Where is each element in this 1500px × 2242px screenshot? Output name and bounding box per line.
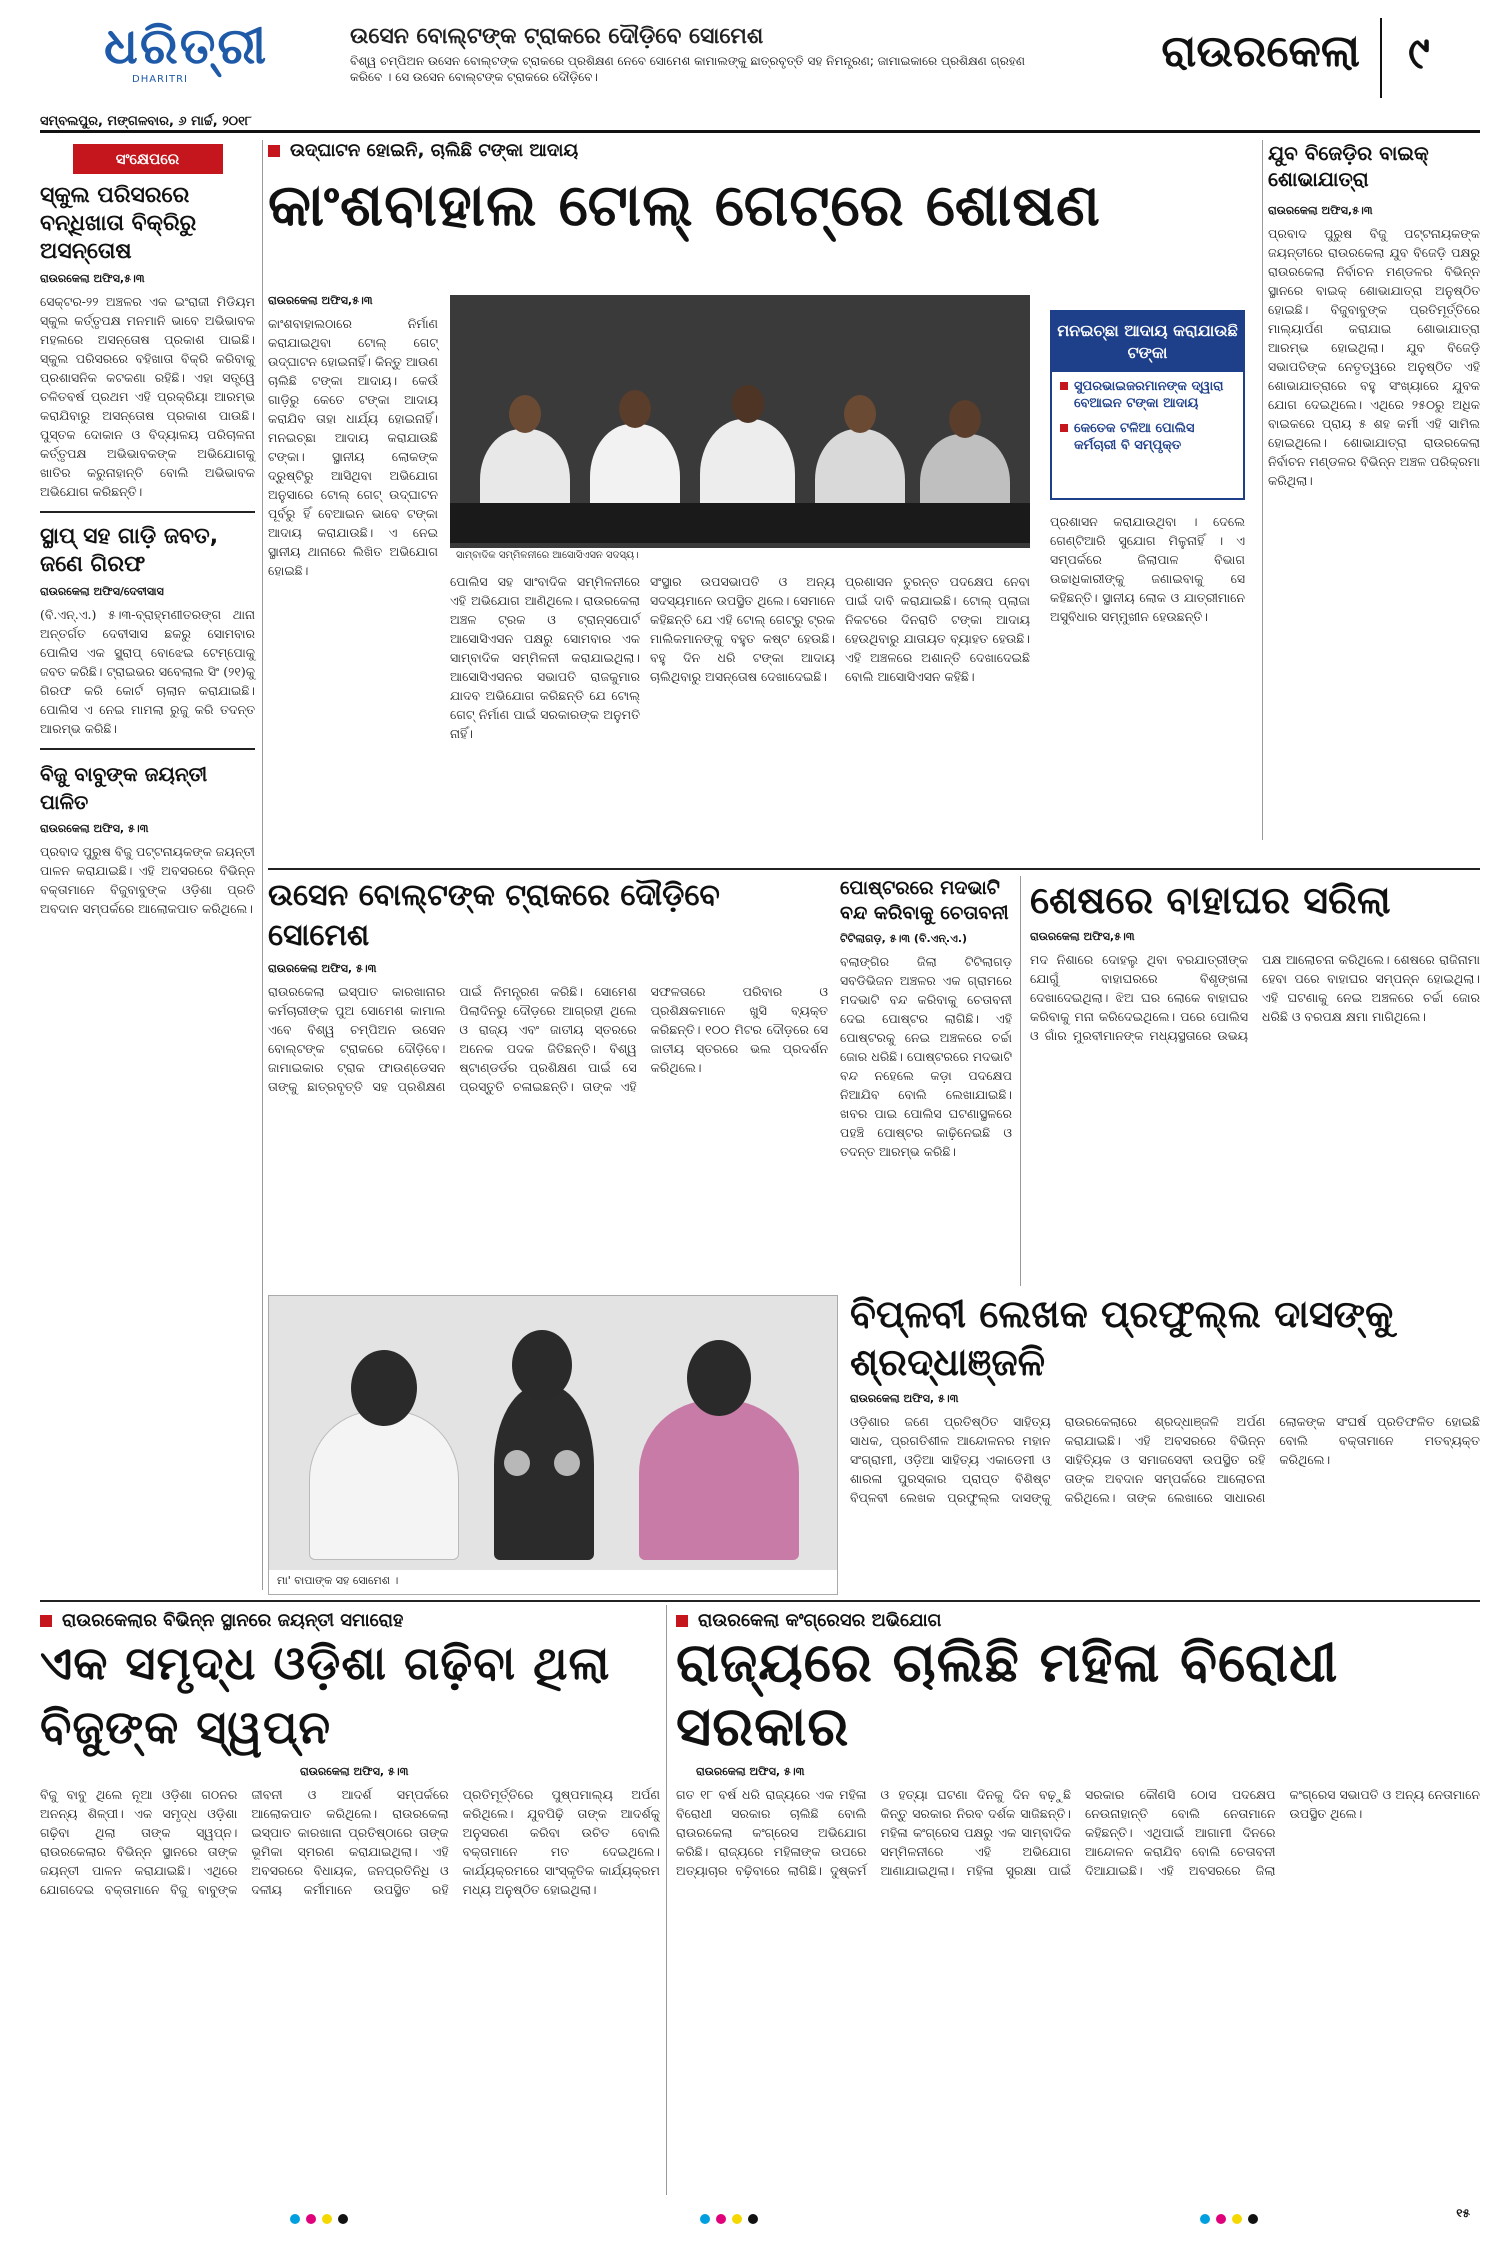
lead-col-1 <box>268 288 438 580</box>
brief-headline: ସ୍ଥାପ୍ ସହ ଗାଡ଼ି ଜବତ, ଜଣେ ଗିରଫ <box>40 524 219 577</box>
yellow-dot-icon <box>322 2214 332 2224</box>
brief-item[interactable] <box>40 182 255 501</box>
column-rule <box>262 140 263 1590</box>
bolt-story[interactable] <box>268 876 828 1352</box>
congress-dateline: ରାଉରକେଲା ଅଫିସ, ୫।୩ <box>696 1765 805 1778</box>
lead-body-3: ସଂସ୍ଥାର ଉପସଭାପତି ଓ ଅନ୍ୟ ସଦସ୍ୟମାନେ ଉପସ୍ଥିତ ଥିଲେ। ସେମାନେ କହିଛନ୍ତି ଯେ ଏହି ଟୋଲ୍ ଗେଟ୍‌ରୁ ଟ୍ରକ ମାଲିକମାନଙ୍କୁ ବହୁତ କଷ୍ଟ ହେଉଛି। ବହୁ ଦିନ ଧରି ଟଙ୍କା ଆଦାୟ ଚାଲିଥିବାରୁ ଅସନ୍ତୋଷ ଦେଖାଦେଇଛି। <box>650 574 835 684</box>
brief-divider <box>40 511 255 513</box>
biju-dateline: ରାଉରକେଲା ଅଫିସ, ୫।୩ <box>300 1765 409 1778</box>
tribute-dateline: ରାଉରକେଲା ଅଫିସ, ୫।୩ <box>850 1392 959 1405</box>
lead-photo-caption: ସାମ୍ବାଦିକ ସମ୍ମିଳନୀରେ ଆସୋସିଏସନ ସଦସ୍ୟ। <box>450 548 1030 563</box>
page-number: ୯ <box>1408 28 1430 79</box>
father-figure <box>309 1350 459 1560</box>
lead-col-4 <box>845 572 1030 686</box>
bolt-body: ରାଉରକେଲା ଇସ୍ପାତ କାରଖାନାର କର୍ମଚାରୀଙ୍କ ପୁଅ ସୋମେଶ କାମାଲ ଏବେ ବିଶ୍ୱ ଚମ୍ପିଅନ ଉସେନ ବୋଲ୍ଟଙ୍କ ଟ୍ରାକରେ ଦୌଡ଼ିବେ। ଜାମାଇକାର ଟ୍ରାକ ଫାଉଣ୍ଡେସନ ତାଙ୍କୁ ଛାତ୍ରବୃତ୍ତି ସହ ପ୍ରଶିକ୍ଷଣ ପାଇଁ ନିମନ୍ତ୍ରଣ କରିଛି। ସୋମେଶ ପିଲାଦିନରୁ ଦୌଡ଼ରେ ଆଗ୍ରହୀ ଥିଲେ ଓ ରାଜ୍ୟ ଏବଂ ଜାତୀୟ ସ୍ତରରେ ଅନେକ ପଦକ ଜିତିଛନ୍ତି। ବିଶ୍ୱ ଷ୍ଟାଣ୍ଡର୍ଡର ପ୍ରଶିକ୍ଷଣ ପାଇଁ ସେ ପ୍ରସ୍ତୁତି ଚଳାଇଛନ୍ତି। ତାଙ୍କ ଏହି ସଫଳତାରେ ପରିବାର ଓ ପ୍ରଶିକ୍ଷକମାନେ ଖୁସି ବ୍ୟକ୍ତ କରିଛନ୍ତି। ୧୦୦ ମିଟର ଦୌଡ଼ରେ ସେ ଜାତୀୟ ସ୍ତରରେ ଭଲ ପ୍ରଦର୍ଶନ କରିଥିଲେ। <box>268 984 828 1094</box>
issue-dateline: ସମ୍ବଲପୁର, ମଙ୍ଗଳବାର, ୬ ମାର୍ଚ୍ଚ, ୨୦୧୮ <box>40 114 252 129</box>
briefs-tag: ସଂକ୍ଷେପରେ <box>73 144 223 174</box>
biju-kicker <box>40 1610 660 1631</box>
cyan-dot-icon <box>290 2214 300 2224</box>
somesh-photo-caption: ମା' ବାପାଙ୍କ ସହ ସୋମେଶ । <box>269 1570 837 1594</box>
somesh-photo[interactable] <box>268 1295 838 1595</box>
brief-body: (ବି.ଏନ୍‌.ଏ.) ୫।୩-ବ୍ରାହ୍ମଣୀତରଙ୍ଗ ଥାନା ଅନ୍ତର୍ଗତ ଦେବୀସାସ ଛକରୁ ସୋମବାର ପୋଲିସ ଏକ ସ୍କ୍ରାପ୍ ବୋଝେଇ ଟେମ୍ପୋକୁ ଜବତ କରିଛି। ଟ୍ରାଇଭର ସବେଲାଲ ସିଂ (୨୧)କୁ ଗିରଫ କରି କୋର୍ଟ ଚାଲାନ କରାଯାଇଛି। ପୋଲିସ ଏ ନେଇ ମାମଲା ରୁଜୁ କରି ତଦନ୍ତ ଆରମ୍ଭ କରିଛି। <box>40 607 255 736</box>
brief-dateline: ରାଉରକେଲା ଅଫିସ, ୫।୩ <box>40 822 149 835</box>
column-rule <box>666 1605 667 2195</box>
brief-dateline: ରାଉରକେଲା ଅଫିସ/ଦେବୀସାସ <box>40 585 164 598</box>
poster-story[interactable] <box>840 876 1012 1292</box>
black-dot-icon <box>748 2214 758 2224</box>
lead-body-2: ପୋଲିସ ସହ ସାଂବାଦିକ ସମ୍ମିଳନୀରେ ଏହି ଅଭିଯୋଗ ଆଣିଥିଲେ। ରାଉରକେଲା ଅଞ୍ଚଳ ଟ୍ରକ ଓ ଟ୍ରାନ୍ସପୋର୍ଟ ଆସୋସିଏସନ ପକ୍ଷରୁ ସୋମବାର ଏକ ସାମ୍ବାଦିକ ସମ୍ମିଳନୀ କରାଯାଇଥିଲା। ଆସୋସିଏସନର ସଭାପତି ରାଜକୁମାର ଯାଦବ ଅଭିଯୋଗ କରିଛନ୍ତି ଯେ ଟୋଲ୍ ଗେଟ୍ ନିର୍ମାଣ ପାଇଁ ସରକାରଙ୍କ ଅନୁମତି ନାହିଁ। <box>450 574 640 741</box>
registration-marks <box>1200 2214 1258 2224</box>
lead-kicker-text: ଉଦ୍‌ଘାଟନ ହୋଇନି, ଚାଲିଛି ଟଙ୍କା ଆଦାୟ <box>290 140 579 161</box>
poster-body: ବଲାଙ୍ଗିର ଜିଲା ଟିଟିଲାଗଡ଼ ସବଡିଭିଜନ ଅଞ୍ଚଳର ଏକ ଗ୍ରାମରେ ମଦଭାଟି ବନ୍ଦ କରିବାକୁ ଚେତାବନୀ ଦେଇ ପୋଷ୍ଟର ଲାଗିଛି। ଏହି ପୋଷ୍ଟରକୁ ନେଇ ଅଞ୍ଚଳରେ ଚର୍ଚ୍ଚା ଜୋର ଧରିଛି। ପୋଷ୍ଟରରେ ମଦଭାଟି ବନ୍ଦ ନହେଲେ କଡ଼ା ପଦକ୍ଷେପ ନିଆଯିବ ବୋଲି ଲେଖାଯାଇଛି। ଖବର ପାଇ ପୋଲିସ ଘଟଣାସ୍ଥଳରେ ପହଞ୍ଚି ପୋଷ୍ଟର କାଢ଼ିନେଇଛି ଓ ତଦନ୍ତ ଆରମ୍ଭ କରିଛି। <box>840 954 1012 1159</box>
column-rule <box>1020 876 1021 1286</box>
magenta-dot-icon <box>716 2214 726 2224</box>
bolt-headline: ଉସେନ ବୋଲ୍ଟଙ୍କ ଟ୍ରାକରେ ଦୌଡ଼ିବେ ସୋମେଶ <box>268 878 720 953</box>
tribute-headline: ବିପ୍ଳବୀ ଲେଖକ ପ୍ରଫୁଲ୍ଲ ଦାସଙ୍କୁ ଶ୍ରଦ୍ଧାଞ୍ଜଳି <box>850 1292 1394 1384</box>
lead-body-4: ପ୍ରଶାସନ ତୁରନ୍ତ ପଦକ୍ଷେପ ନେବା ପାଇଁ ଦାବି କରାଯାଇଛି। ଟୋଲ୍ ପ୍ଲାଜା ନିକଟରେ ଦିନରାତି ଟଙ୍କା ଆଦାୟ ହେଉଥିବାରୁ ଯାତାୟତ ବ୍ୟାହତ ହେଉଛି। ଏହି ଅଞ୍ଚଳରେ ଅଶାନ୍ତି ଦେଖାଦେଇଛି ବୋଲି ଆସୋସିଏସନ କହିଛି। <box>845 574 1030 684</box>
lead-body-5: ପ୍ରଶାସନ କରାଯାଉଥିବା । ଦେଲେ ଗେଣ୍ଟିଆରି ସୁଯୋଗ ମିଳୁନାହିଁ । ଏ ସମ୍ପର୍କରେ ଜିଲାପାଳ ବିଭାଗ ଉଚ୍ଚାଧିକାରୀଙ୍କୁ ଜଣାଇବାକୁ ସେ କହିଛନ୍ତି। ସ୍ଥାନୀୟ ଲୋକ ଓ ଯାତ୍ରୀମାନେ ଅସୁବିଧାର ସମ୍ମୁଖୀନ ହେଉଛନ୍ତି। <box>1050 514 1245 624</box>
congress-body: ଗତ ୧୮ ବର୍ଷ ଧରି ରାଜ୍ୟରେ ଏକ ମହିଳା ବିରୋଧୀ ସରକାର ଚାଲିଛି ବୋଲି ରାଉରକେଲା କଂଗ୍ରେସ ଅଭିଯୋଗ କରିଛି। ରାଜ୍ୟରେ ମହିଳାଙ୍କ ଉପରେ ଅତ୍ୟାଚାର ବଢ଼ିବାରେ ଲାଗିଛି। ଦୁଷ୍କର୍ମ ଓ ହତ୍ୟା ଘଟଣା ଦିନକୁ ଦିନ ବଢ଼ୁଛି କିନ୍ତୁ ସରକାର ନିରବ ଦର୍ଶକ ସାଜିଛନ୍ତି। ମହିଳା କଂଗ୍ରେସ ପକ୍ଷରୁ ଏକ ସାମ୍ବାଦିକ ସମ୍ମିଳନୀରେ ଏହି ଅଭିଯୋଗ ଆଣାଯାଇଥିଲା। ମହିଳା ସୁରକ୍ଷା ପାଇଁ ସରକାର କୌଣସି ଠୋସ ପଦକ୍ଷେପ ନେଉନାହାନ୍ତି ବୋଲି ନେତାମାନେ କହିଛନ୍ତି। ଏଥିପାଇଁ ଆଗାମୀ ଦିନରେ ଆନ୍ଦୋଳନ କରାଯିବ ବୋଲି ଚେତାବନୀ ଦିଆଯାଇଛି। ଏହି ଅବସରରେ ଜିଲା କଂଗ୍ରେସ ସଭାପତି ଓ ଅନ୍ୟ ନେତାମାନେ ଉପସ୍ଥିତ ଥିଲେ। <box>676 1787 1480 1878</box>
medal-icon <box>554 1450 580 1476</box>
wedding-dateline: ରାଉରକେଲା ଅଫିସ,୫।୩ <box>1030 930 1135 943</box>
masthead-divider <box>40 130 1480 133</box>
lead-body-1: କାଂଶବାହାଲଠାରେ ନିର୍ମାଣ କରାଯାଇଥିବା ଟୋଲ୍ ଗେଟ୍ ଉଦ୍‌ଘାଟନ ହୋଇନାହିଁ। କିନ୍ତୁ ଆଉଣ ଚାଲିଛି ଟଙ୍କା ଆଦାୟ। କେଉଁ ଗାଡ଼ିରୁ କେତେ ଟଙ୍କା ଆଦାୟ କରାଯିବ ତାହା ଧାର୍ଯ୍ୟ ହୋଇନାହିଁ। ମନଇଚ୍ଛା ଆଦାୟ କରାଯାଉଛି ଟଙ୍କା। ସ୍ଥାନୀୟ ଲୋକଙ୍କ ଦ୍ରୁଷ୍ଟିରୁ ଆସିଥିବା ଅଭିଯୋଗ ଅନୁସାରେ ଟୋଲ୍ ଗେଟ୍ ଉଦ୍‌ଘାଟନ ପୂର୍ବରୁ ହିଁ ବେଆଇନ ଭାବେ ଟଙ୍କା ଆଦାୟ କରାଯାଉଛି। ଏ ନେଇ ସ୍ଥାନୀୟ ଥାନାରେ ଲିଖିତ ଅଭିଯୋଗ ହୋଇଛି। <box>268 316 438 578</box>
biju-kicker-text: ରାଉରକେଲାର ବିଭିନ୍ନ ସ୍ଥାନରେ ଜୟନ୍ତୀ ସମାରୋହ <box>62 1610 404 1631</box>
congress-kicker-text: ରାଉରକେଲା କଂଗ୍ରେସର ଅଭିଯୋଗ <box>698 1610 942 1631</box>
cyan-dot-icon <box>1200 2214 1210 2224</box>
mother-figure <box>639 1340 799 1560</box>
registration-marks <box>290 2214 348 2224</box>
logo-subtext: DHARITRI <box>132 74 188 85</box>
magenta-dot-icon <box>1216 2214 1226 2224</box>
section-divider <box>268 868 1480 870</box>
brief-dateline: ରାଉରକେଲା ଅଫିସ,୫।୩ <box>40 272 145 285</box>
kicker-square-icon <box>40 1615 52 1627</box>
teaser-headline: ଉସେନ ବୋଲ୍ଟଙ୍କ ଟ୍ରାକରେ ଦୌଡ଼ିବେ ସୋମେଶ <box>350 24 764 49</box>
magenta-dot-icon <box>306 2214 316 2224</box>
lead-col-2 <box>450 572 640 743</box>
lead-col-3 <box>650 572 835 686</box>
teaser-body: ବିଶ୍ୱ ଚମ୍ପିଅନ ଉସେନ ବୋଲ୍ଟଙ୍କ ଟ୍ରାକରେ ପ୍ରଶିକ୍ଷଣ ନେବେ ସୋମେଶ କାମାଲଙ୍କୁ ଛାତ୍ରବୃତ୍ତି ସହ ନିମନ୍ତ୍ରଣ; ଜାମାଇକାରେ ପ୍ରଶିକ୍ଷଣ ଗ୍ରହଣ କରିବେ । ସେ ଉସେନ ବୋଲ୍ଟଙ୍କ ଟ୍ରାକରେ ଦୌଡ଼ିବେ। <box>350 54 1025 84</box>
brief-item[interactable] <box>40 523 255 738</box>
press-table <box>450 503 1030 543</box>
poster-dateline: ଟିଟିଲାଗଡ଼, ୫।୩ (ବି.ଏନ୍‌.ଏ.) <box>840 932 968 945</box>
brief-headline: ବିଜୁ ବାବୁଙ୍କ ଜୟନ୍ତୀ ପାଳିତ <box>40 762 208 814</box>
medal-icon <box>504 1450 530 1476</box>
wedding-body: ମଦ ନିଶାରେ ଦୋହଲୁ ଥିବା ବରଯାତ୍ରୀଙ୍କ ଯୋଗୁଁ ବାହାଘରରେ ବିଶୃଙ୍ଖଳା ଦେଖାଦେଇଥିଲା। ଝିଅ ଘର ଲୋକେ ବାହାଘର କରିବାକୁ ମନା କରିଦେଇଥିଲେ। ପରେ ପୋଲିସ ଓ ଗାଁର ମୁରବୀମାନଙ୍କ ମଧ୍ୟସ୍ଥତାରେ ଉଭୟ ପକ୍ଷ ଆଲୋଚନା କରିଥିଲେ। ଶେଷରେ ରାଜିନାମା ହେବା ପରେ ବାହାଘର ସମ୍ପନ୍ନ ହୋଇଥିଲା। ଏହି ଘଟଣାକୁ ନେଇ ଅଞ୍ଚଳରେ ଚର୍ଚ୍ଚା ଜୋର ଧରିଛି ଓ ବରପକ୍ଷ କ୍ଷମା ମାଗିଥିଲେ। <box>1030 952 1480 1043</box>
section-title: ରାଉରକେଲା <box>1161 26 1360 77</box>
column-rule <box>1262 140 1263 840</box>
lead-headline: କାଂଶବାହାଲ ଟୋଲ୍ ଗେଟ୍‌ରେ ଶୋଷଣ <box>268 171 1101 239</box>
congress-headline: ରାଜ୍ୟରେ ଚାଲିଛି ମହିଳା ବିରୋଧୀ ସରକାର <box>676 1631 1339 1758</box>
right-headline: ଯୁବ ବିଜେଡ଼ିର ବାଇକ୍ ଶୋଭାଯାତ୍ରା <box>1268 141 1429 191</box>
right-body: ପ୍ରବାଦ ପୁରୁଷ ବିଜୁ ପଟ୍ଟନାୟକଙ୍କ ଜୟନ୍ତୀରେ ରାଉରକେଲା ଯୁବ ବିଜେଡ଼ି ପକ୍ଷରୁ ରାଉରକେଲା ନିର୍ବାଚନ ମଣ୍ଡଳର ବିଭିନ୍ନ ସ୍ଥାନରେ ବାଇକ୍ ଶୋଭାଯାତ୍ରା ଅନୁଷ୍ଠିତ ହୋଇଛି। ବିଜୁବାବୁଙ୍କ ପ୍ରତିମୂର୍ତ୍ତିରେ ମାଲ୍ୟାର୍ପଣ କରାଯାଇ ଶୋଭାଯାତ୍ରା ଆରମ୍ଭ ହୋଇଥିଲା। ଯୁବ ବିଜେଡ଼ି ସଭାପତିଙ୍କ ନେତୃତ୍ୱରେ ଅନୁଷ୍ଠିତ ଏହି ଶୋଭାଯାତ୍ରାରେ ବହୁ ସଂଖ୍ୟାରେ ଯୁବକ ଯୋଗ ଦେଇଥିଲେ। ଏଥିରେ ୨୫୦ରୁ ଅଧିକ ବାଇକରେ ପ୍ରାୟ ୫ ଶହ କର୍ମୀ ଏହି ସାମିଲ ହୋଇଥିଲେ। ଶୋଭାଯାତ୍ରା ରାଉରକେଲା ନିର୍ବାଚନ ମଣ୍ଡଳର ବିଭିନ୍ନ ଅଞ୍ଚଳ ପରିକ୍ରମା କରିଥିଲା। <box>1268 226 1480 488</box>
logo-text: ଧରିତ୍ରୀ <box>104 16 269 75</box>
brief-body: ପ୍ରବାଦ ପୁରୁଷ ବିଜୁ ପଟ୍ଟନାୟକଙ୍କ ଜୟନ୍ତୀ ପାଳନ କରାଯାଇଛି। ଏହି ଅବସରରେ ବିଭିନ୍ନ ବକ୍ତାମାନେ ବିଜୁବାବୁଙ୍କ ଓଡ଼ିଶା ପ୍ରତି ଅବଦାନ ସମ୍ପର୍କରେ ଆଲୋକପାତ କରିଥିଲେ। <box>40 844 255 916</box>
poster-headline: ପୋଷ୍ଟରରେ ମଦଭାଟି ବନ୍ଦ କରିବାକୁ ଚେତାବନୀ <box>840 877 1009 924</box>
congress-kicker <box>676 1610 1480 1631</box>
brief-body: ସେକ୍ଟର-୨୨ ଅଞ୍ଚଳର ଏକ ଇଂରାଜୀ ମିଡିୟମ ସ୍କୁଲ କର୍ତ୍ତୃପକ୍ଷ ମନମାନି ଭାବେ ଅଭିଭାବକ ମହଲରେ ଅସନ୍ତୋଷ ପ୍ରକାଶ ପାଇଛି। ସ୍କୁଲ ପରିସରରେ ବହିଖାତା ବିକ୍ରି କରିବାକୁ ପ୍ରଶାସନିକ କଟକଣା ରହିଛି। ଏହା ସତ୍ତ୍ୱେ ଚଳିତବର୍ଷ ପ୍ରଥମ ଏହି ପ୍ରକ୍ରିୟା ଆରମ୍ଭ କରାଯିବାରୁ ଅସନ୍ତୋଷ ପ୍ରକାଶ ପାଉଛି। ପୁସ୍ତକ ଦୋକାନ ଓ ବିଦ୍ୟାଳୟ ପରିଚାଳନା କର୍ତ୍ତୃପକ୍ଷ ଅଭିଭାବକଙ୍କ ଅଭିଯୋଗକୁ ଖାତିର କରୁନାହାନ୍ତି ବୋଲି ଅଭିଭାବକ ଅଭିଯୋଗ କରିଛନ୍ତି। <box>40 294 255 499</box>
masthead-teaser[interactable] <box>350 24 1050 85</box>
biju-headline: ଏକ ସମୃଦ୍ଧ ଓଡ଼ିଶା ଗଢ଼ିବା ଥିଲା ବିଜୁଙ୍କ ସ୍ୱପ୍ନ <box>40 1636 611 1754</box>
lead-kicker <box>268 140 1253 161</box>
biju-body: ବିଜୁ ବାବୁ ଥିଲେ ନୂଆ ଓଡ଼ିଶା ଗଠନର ଅନନ୍ୟ ଶିଳ୍ପୀ। ଏକ ସମୃଦ୍ଧ ଓଡ଼ିଶା ଗଢ଼ିବା ଥିଲା ତାଙ୍କ ସ୍ୱପ୍ନ। ରାଉରକେଲାର ବିଭିନ୍ନ ସ୍ଥାନରେ ତାଙ୍କ ଜୟନ୍ତୀ ପାଳନ କରାଯାଇଛି। ଏଥିରେ ଯୋଗଦେଇ ବକ୍ତାମାନେ ବିଜୁ ବାବୁଙ୍କ ଜୀବନୀ ଓ ଆଦର୍ଶ ସମ୍ପର୍କରେ ଆଲୋକପାତ କରିଥିଲେ। ରାଉରକେଲା ଇସ୍ପାତ କାରଖାନା ପ୍ରତିଷ୍ଠାରେ ତାଙ୍କ ଭୂମିକା ସ୍ମରଣ କରାଯାଇଥିଲା। ଏହି ଅବସରରେ ବିଧାୟକ, ଜନପ୍ରତିନିଧି ଓ ଦଳୀୟ କର୍ମୀମାନେ ଉପସ୍ଥିତ ରହି ପ୍ରତିମୂର୍ତ୍ତିରେ ପୁଷ୍ପମାଲ୍ୟ ଅର୍ପଣ କରିଥିଲେ। ଯୁବପିଢ଼ି ତାଙ୍କ ଆଦର୍ଶକୁ ଅନୁସରଣ କରିବା ଉଚିତ ବୋଲି ବକ୍ତାମାନେ ମତ ଦେଇଥିଲେ। କାର୍ଯ୍ୟକ୍ରମରେ ସାଂସ୍କୃତିକ କାର୍ଯ୍ୟକ୍ରମ ମଧ୍ୟ ଅନୁଷ୍ଠିତ ହୋଇଥିଲା। <box>40 1787 660 1897</box>
yellow-dot-icon <box>732 2214 742 2224</box>
briefs-column <box>40 140 255 918</box>
lead-col-5 <box>1050 512 1245 626</box>
footer-page-marker: ୧୫ <box>1456 2206 1470 2220</box>
brief-divider <box>40 748 255 750</box>
bolt-dateline: ରାଉରକେଲା ଅଫିସ, ୫।୩ <box>268 962 377 975</box>
cyan-dot-icon <box>700 2214 710 2224</box>
black-dot-icon <box>1248 2214 1258 2224</box>
tribute-body: ଓଡ଼ିଶାର ଜଣେ ପ୍ରତିଷ୍ଠିତ ସାହିତ୍ୟ ସାଧକ, ପ୍ରଗତିଶୀଳ ଆନ୍ଦୋଳନର ମହାନ ସଂଗ୍ରାମୀ, ଓଡ଼ିଆ ସାହିତ୍ୟ ଏକାଡେମୀ ଓ ଶାରଳା ପୁରସ୍କାର ପ୍ରାପ୍ତ ବିଶିଷ୍ଟ ବିପ୍ଳବୀ ଲେଖକ ପ୍ରଫୁଲ୍ଲ ଦାସଙ୍କୁ ରାଉରକେଲାରେ ଶ୍ରଦ୍ଧାଞ୍ଜଳି ଅର୍ପଣ କରାଯାଇଛି। ଏହି ଅବସରରେ ବିଭିନ୍ନ ସାହିତ୍ୟିକ ଓ ସମାଜସେବୀ ଉପସ୍ଥିତ ରହି ତାଙ୍କ ଅବଦାନ ସମ୍ପର୍କରେ ଆଲୋଚନା କରିଥିଲେ। ତାଙ୍କ ଲେଖାରେ ସାଧାରଣ ଲୋକଙ୍କ ସଂଘର୍ଷ ପ୍ରତିଫଳିତ ହୋଇଛି ବୋଲି ବକ୍ତାମାନେ ମତବ୍ୟକ୍ତ କରିଥିଲେ। <box>850 1414 1480 1505</box>
kicker-square-icon <box>676 1615 688 1627</box>
black-dot-icon <box>338 2214 348 2224</box>
yellow-dot-icon <box>1232 2214 1242 2224</box>
lead-photo[interactable] <box>450 295 1030 563</box>
somesh-figure <box>484 1330 604 1560</box>
masthead <box>40 18 1480 128</box>
brief-headline: ସ୍କୁଲ ପରିସରରେ ବନ୍ଧିଖାତା ବିକ୍ରିରୁ ଅସନ୍ତୋଷ <box>40 183 197 264</box>
callout-point: କେତେକ ଟଳିଆ ପୋଲିସ କର୍ମଚାରୀ ବି ସମ୍ପୃକ୍ତ <box>1052 414 1243 456</box>
congress-story[interactable] <box>676 1610 1480 2242</box>
registration-marks <box>700 2214 758 2224</box>
page-number-box <box>1380 18 1480 98</box>
callout-title: ମନଇଚ୍ଛା ଆଦାୟ କରାଯାଉଛି ଟଙ୍କା <box>1052 312 1243 372</box>
kicker-square-icon <box>268 145 280 157</box>
right-story[interactable] <box>1268 140 1480 490</box>
lead-dateline: ରାଉରକେଲା ଅଫିସ,୫।୩ <box>268 294 373 307</box>
callout-point: ସୁପରଭାଇଜରମାନଙ୍କ ଦ୍ୱାରା ବେଆଇନ ଟଙ୍କା ଆଦାୟ <box>1052 372 1243 414</box>
biju-story[interactable] <box>40 1610 660 2242</box>
brief-item[interactable] <box>40 760 255 918</box>
lead-callout-box <box>1050 310 1245 500</box>
wedding-headline: ଶେଷରେ ବାହାଘର ସରିଲା <box>1030 878 1391 922</box>
lead-story[interactable] <box>268 140 1253 741</box>
right-dateline: ରାଉରକେଲା ଅଫିସ,୫।୩ <box>1268 204 1373 217</box>
wedding-story[interactable] <box>1030 876 1480 1280</box>
newspaper-logo[interactable] <box>104 18 354 108</box>
section-divider <box>40 1600 1480 1602</box>
